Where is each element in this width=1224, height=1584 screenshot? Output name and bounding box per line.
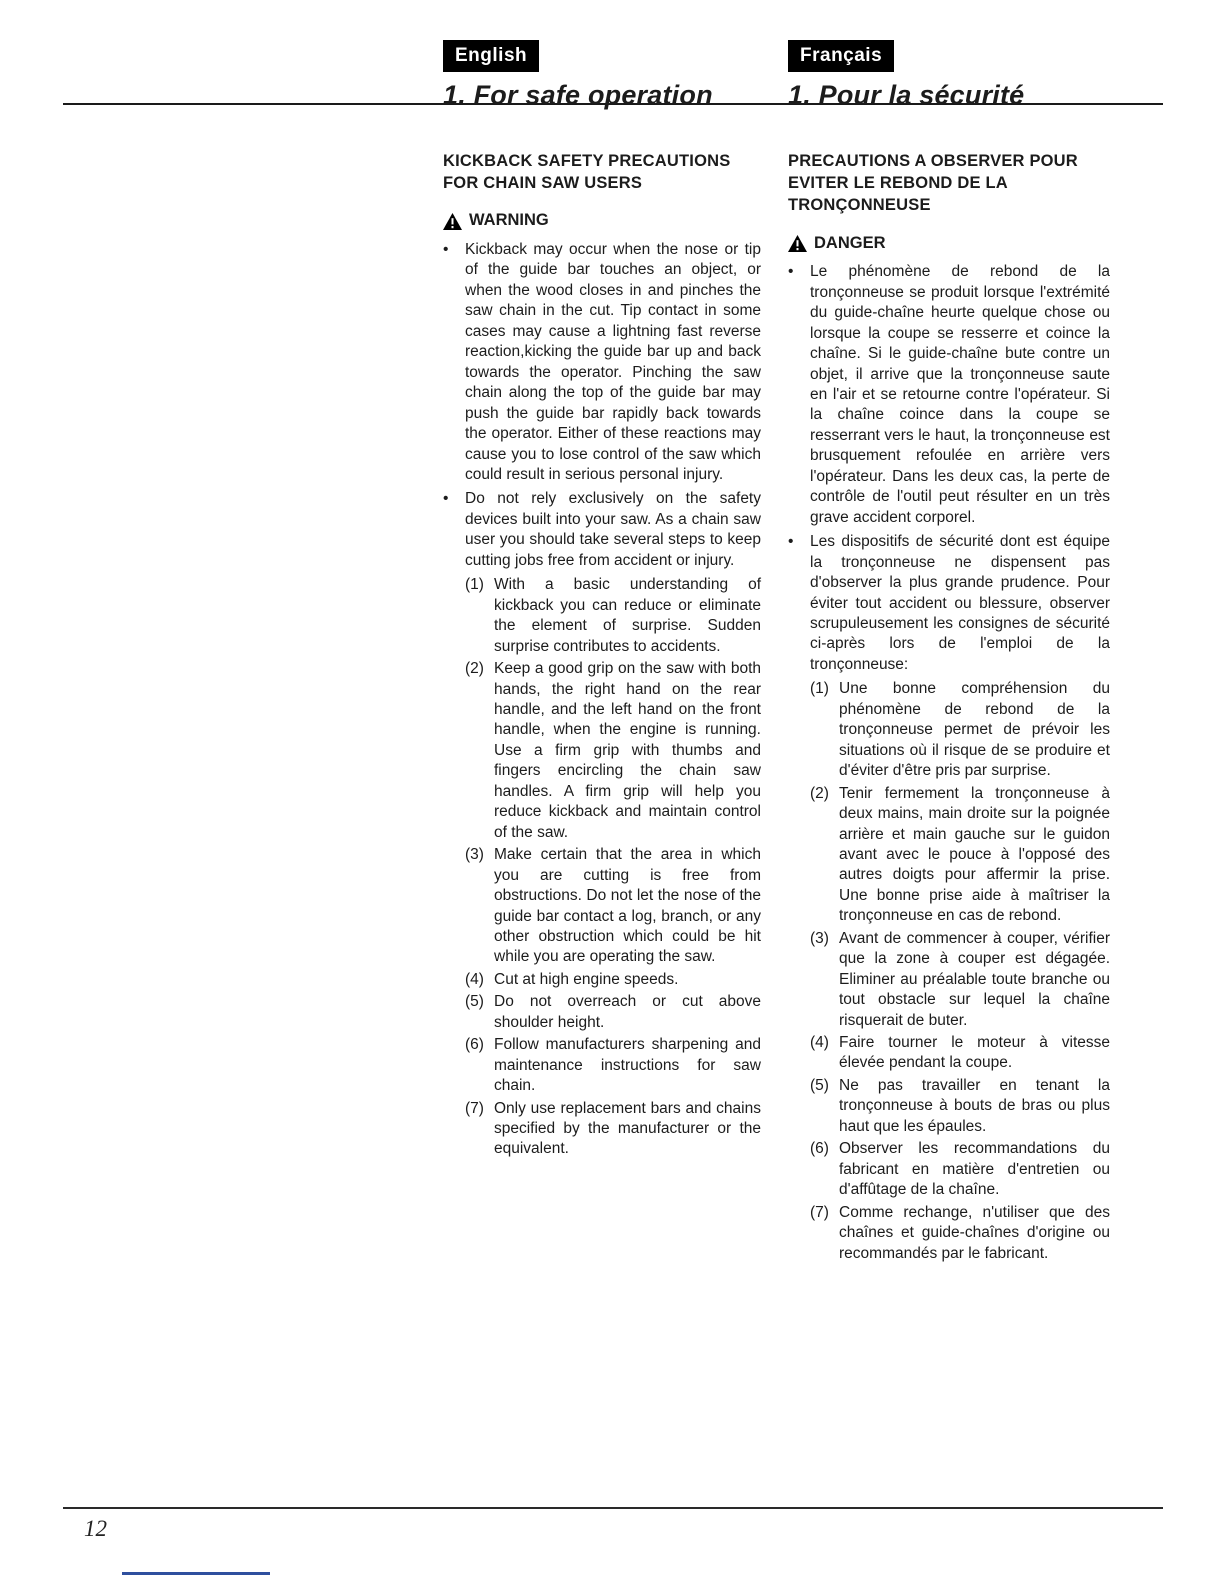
item-number: (2) (810, 784, 829, 802)
item-text: Only use replacement bars and chains specified by the manufacturer or the equivalent. (494, 1099, 761, 1158)
bullet-marker: • (443, 241, 449, 258)
list-item (788, 262, 1110, 528)
heading-french: PRECAUTIONS A OBSERVER POUR EVITER LE REBOND DE LA TRONÇONNEUSE (788, 151, 1078, 215)
warning-label: WARNING (469, 211, 549, 230)
bullet-text: Les dispositifs de sécurité dont est équipe la tronçonneuse ne dispensent pas d'observer la plus grande prudence. Pour éviter tout accident ou blessure, observer scrupuleusement les consignes de sécurité ci-après lors de l'emploi de la tronçonneuse: (810, 533, 1110, 673)
bullet-text: Le phénomène de rebond de la tronçonneuse se produit lorsque l'extrémité du guide-chaîne heurte quelque chose ou lorsque la coupe se resserre et coince la chaîne. Si le guide-chaîne bute contre un objet, il arrive que la tronçonneuse saute en l'air et se retourne contre l'opérateur. Si la chaîne coince dans la coupe se resserrant vers le haut, la tronçonneuse est brusquement refoulée en arrière vers l'opérateur. Dans les deux cas, la perte de contrôle de l'outil peut résulter en un très grave accident corporel. (810, 263, 1110, 526)
section-title-french: 1. Pour la sécurité (788, 80, 1025, 111)
item-number: (5) (465, 993, 484, 1011)
item-text: Observer les recommandations du fabricant en matière d'entretien ou d'affûtage de la chaîne. (839, 1140, 1110, 1199)
bullet-marker: • (788, 533, 794, 551)
numbered-list-english (465, 575, 761, 1160)
list-item (465, 575, 761, 657)
list-item (810, 679, 1110, 781)
list-item (465, 1035, 761, 1096)
french-column (788, 40, 1110, 1266)
list-item (810, 1203, 1110, 1264)
list-item (465, 1099, 761, 1160)
bullet-text: Do not rely exclusively on the safety devices built into your saw. As a chain saw user you should take several steps to keep cutting jobs free from accident or injury. (465, 490, 761, 569)
list-item (788, 532, 1110, 675)
danger-label: DANGER (814, 233, 886, 252)
section-title-english: 1. For safe operation (443, 80, 713, 111)
heading-english: KICKBACK SAFETY PRECAUTIONS FOR CHAIN SAW USERS (443, 151, 731, 192)
item-text: Follow manufacturers sharpening and maintenance instructions for saw chain. (494, 1036, 761, 1095)
item-text: Comme rechange, n'utiliser que des chaînes et guide-chaînes d'origine ou recommandés par le fabricant. (839, 1203, 1110, 1262)
page-number: 12 (84, 1516, 107, 1541)
item-number: (1) (810, 680, 829, 698)
bullet-marker: • (788, 263, 794, 281)
item-number: (5) (810, 1076, 829, 1094)
list-item (810, 929, 1110, 1031)
bullet-text: Kickback may occur when the nose or tip of the guide bar touches an object, or when the wood closes in and pinches the saw chain in the cut. Tip contact in some cases may cause a lightning fast reverse reaction,kicking the guide bar up and back towards the operator. Pinching the saw chain along the top of the guide bar may push the guide bar rapidly back towards the operator. Either of these reactions may cause you to lose control of the saw which could result in serious personal injury. (465, 241, 761, 483)
english-column (443, 40, 761, 1162)
list-item (465, 992, 761, 1033)
bullet-marker: • (443, 490, 449, 508)
list-item (810, 1076, 1110, 1137)
item-text: With a basic understanding of kickback you can reduce or eliminate the element of surprise. Sudden surprise contributes to accidents. (494, 576, 761, 655)
list-item (810, 784, 1110, 927)
footer-divider (63, 1507, 1163, 1509)
warning-row (443, 210, 761, 232)
list-item (810, 1033, 1110, 1074)
list-item (443, 240, 761, 485)
item-text: Ne pas travailler en tenant la tronçonneuse à bouts de bras ou plus haut que les épaules. (839, 1076, 1110, 1135)
item-number: (3) (465, 846, 484, 864)
item-number: (4) (810, 1034, 829, 1052)
item-number: (2) (465, 660, 484, 678)
item-number: (6) (810, 1140, 829, 1158)
numbered-list-french (810, 679, 1110, 1264)
danger-row (788, 233, 1110, 255)
item-text: Keep a good grip on the saw with both hands, the right hand on the rear handle, and the left hand on the front handle, when the engine is running. Use a firm grip with thumbs and fingers encircling the chain saw handles. A firm grip will help you reduce kickback and maintain control of the saw. (494, 660, 761, 841)
item-number: (7) (810, 1203, 829, 1221)
language-badge-french: Français (788, 40, 894, 72)
item-number: (4) (465, 970, 484, 988)
item-text: Do not overreach or cut above shoulder height. (494, 993, 761, 1031)
list-item (465, 970, 761, 990)
item-text: Avant de commencer à couper, vérifier que la zone à couper est dégagée. Eliminer au préalable toute branche ou tout obstacle sur lequel la chaîne risquerait de buter. (839, 929, 1110, 1029)
list-item (443, 489, 761, 571)
item-text: Cut at high engine speeds. (494, 970, 679, 988)
warning-triangle-icon (443, 213, 462, 230)
language-badge-english: English (443, 40, 539, 72)
list-item (465, 845, 761, 968)
item-number: (6) (465, 1036, 484, 1054)
warning-triangle-icon (788, 235, 807, 252)
item-text: Une bonne compréhension du phénomène de rebond de la tronçonneuse permet de prévoir les situations où il risque de se produire et d'éviter d'être pris par surprise. (839, 680, 1110, 780)
list-item (810, 1139, 1110, 1200)
item-text: Tenir fermement la tronçonneuse à deux mains, main droite sur la poignée arrière et main gauche sur le guidon avant avec le pouce à l'opposé des autres doigts pour affermir la prise. Une bonne prise aide à maîtriser la tronçonneuse en cas de rebond. (839, 784, 1110, 925)
item-number: (1) (465, 576, 484, 594)
item-text: Make certain that the area in which you are cutting is free from obstructions. Do not let the nose of the guide bar contact a log, branch, or any other obstruction which could be hit while you are operating the saw. (494, 846, 761, 966)
footer-blue-mark (122, 1572, 270, 1575)
list-item (465, 659, 761, 843)
item-number: (3) (810, 929, 829, 947)
item-number: (7) (465, 1099, 484, 1117)
item-text: Faire tourner le moteur à vitesse élevée pendant la coupe. (839, 1034, 1110, 1072)
